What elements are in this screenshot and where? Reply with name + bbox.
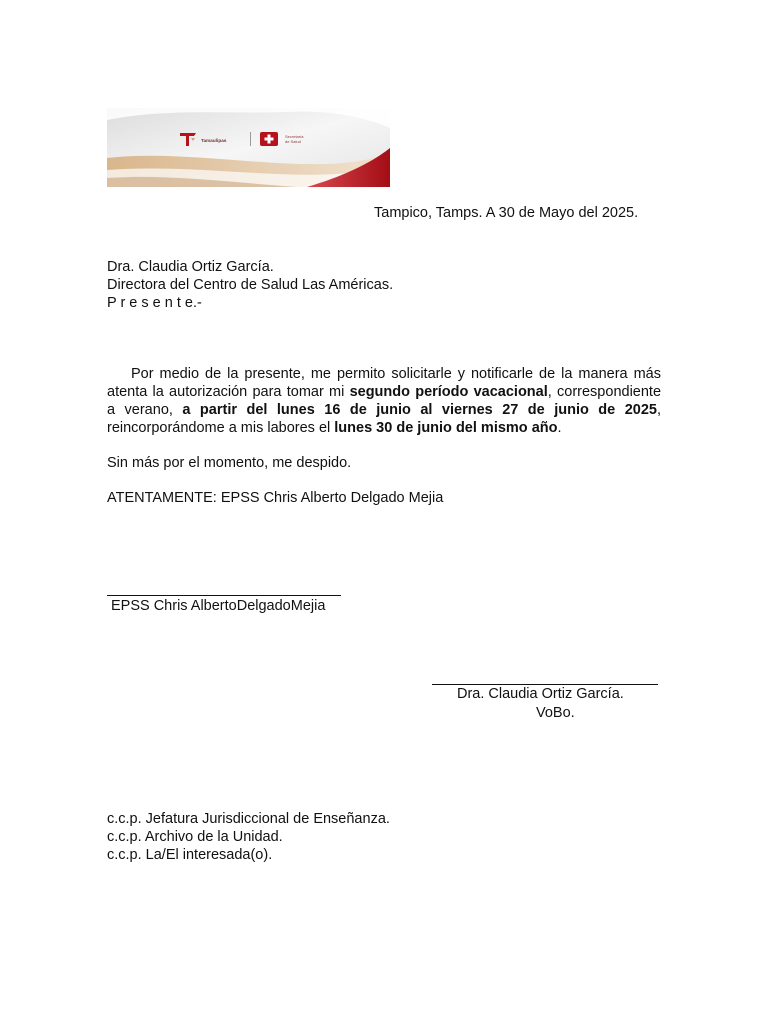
recipient-name: Dra. Claudia Ortiz García. [107, 259, 274, 275]
cc-item: c.c.p. Archivo de la Unidad. [107, 829, 283, 845]
body-paragraph: Por medio de la presente, me permito solicitarle y notificarle de la manera más atenta la autorización para tomar mi segundo período vacacional, correspondiente a verano, a partir del lunes 16 de junio al viernes 27 de junio de 2025, reincorporándome a mis labores el lunes 30 de junio del mismo año. [107, 366, 662, 436]
brand-left-text: Tamaulipas [201, 138, 227, 143]
cc-item: c.c.p. La/El interesada(o). [107, 847, 273, 863]
brand-divider [250, 132, 251, 146]
applicant-signature-line [107, 595, 341, 596]
cc-item: c.c.p. Jefatura Jurisdiccional de Enseñanza. [107, 811, 390, 827]
closing-line: Sin más por el momento, me despido. [107, 455, 352, 471]
letterhead-banner [107, 108, 390, 187]
director-signature-name: Dra. Claudia Ortiz García. [457, 686, 624, 702]
date-range-bold: a partir del lunes 16 de junio al viernes 27 de junio de 2025 [182, 402, 657, 418]
banner-background [107, 108, 390, 187]
cc-list [107, 810, 390, 864]
return-date-bold: lunes 30 de junio del mismo año [334, 420, 558, 436]
vobo-label: VoBo. [536, 705, 575, 721]
tamaulipas-logo-icon [179, 131, 199, 147]
presente-line: P r e s e n t e.- [107, 295, 202, 311]
vacation-period-bold: segundo período vacacional [349, 384, 548, 400]
applicant-signature-name: EPSS Chris AlbertoDelgadoMejia [111, 598, 326, 614]
atentamente-line: ATENTAMENTE: EPSS Chris Alberto Delgado Mejia [107, 490, 444, 506]
date-line: Tampico, Tamps. A 30 de Mayo del 2025. [374, 205, 639, 221]
brand-right-text: Secretaría de Salud [285, 134, 304, 144]
health-logo-icon [260, 132, 278, 146]
recipient-position: Directora del Centro de Salud Las Américas. [107, 277, 394, 293]
